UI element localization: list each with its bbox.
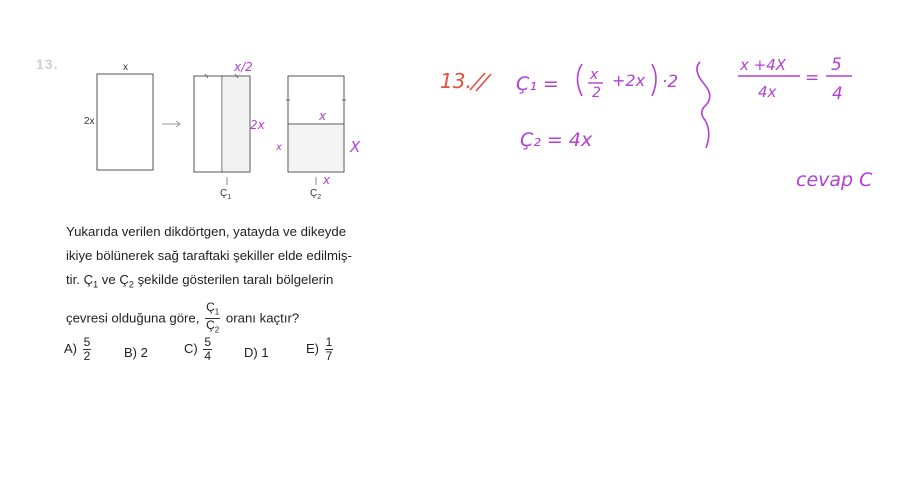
- question-line-1: Yukarıda verilen dikdörtgen, yatayda ve dikeyde: [66, 224, 347, 239]
- rect-side-label: 2x: [84, 116, 95, 127]
- ratio-fraction: $\frac{Ç_1}{Ç_2}$: [206, 299, 220, 335]
- hw-x-bottom: x: [323, 173, 331, 187]
- question-line-2: ikiye bölünerek sağ taraftaki şekiller elde edilmiş-: [66, 248, 352, 263]
- question-line-3: tir. $Ç_1$ ve $Ç_2$ şekilde gösterilen taralı bölgelerin: [66, 272, 334, 290]
- hw-ratio-eq: =: [805, 68, 820, 88]
- choice-e[interactable]: E) $\frac{1}{7}$: [306, 335, 333, 363]
- hw-eq1-lhs: Ç₁ =: [516, 73, 559, 95]
- hw-eq1-x: x: [590, 67, 599, 83]
- shape2-label: $Ç_2$: [310, 188, 322, 201]
- rect-top-label: x: [123, 62, 128, 73]
- question-line-4: çevresi olduğuna göre, $\frac{Ç_1}{Ç_2}$ oranı kaçtır?: [66, 299, 300, 335]
- choice-c[interactable]: C) $\frac{5}{4}$: [184, 335, 212, 363]
- hw-eq2: Ç₂ = 4x: [520, 129, 593, 151]
- hw-answer: cevap C: [796, 169, 873, 191]
- hw-eq1-2: 2: [592, 85, 601, 101]
- hw-x-small: x: [319, 109, 327, 123]
- hw-x-right: X: [350, 138, 361, 156]
- hw-x-left: x: [276, 142, 282, 153]
- hw-result-den: 4: [832, 84, 843, 104]
- question-number: 13.: [36, 56, 59, 72]
- hw-x-half: x/2: [234, 60, 253, 74]
- choice-a[interactable]: A) $\frac{5}{2}$: [64, 335, 91, 363]
- hw-ratio-den: 4x: [758, 83, 777, 101]
- hw-problem-number: 13.: [440, 69, 472, 93]
- choice-d[interactable]: D) 1: [244, 345, 269, 360]
- hw-two-x: 2x: [250, 118, 265, 132]
- hw-eq1-2x: +2x: [612, 71, 646, 90]
- shape1-label: $Ç_1$: [220, 188, 232, 201]
- hw-eq1-times2: ·2: [662, 72, 679, 92]
- hw-result-num: 5: [831, 55, 842, 75]
- hw-ratio-num: x +4X: [740, 56, 787, 74]
- choice-b[interactable]: B) 2: [124, 345, 148, 360]
